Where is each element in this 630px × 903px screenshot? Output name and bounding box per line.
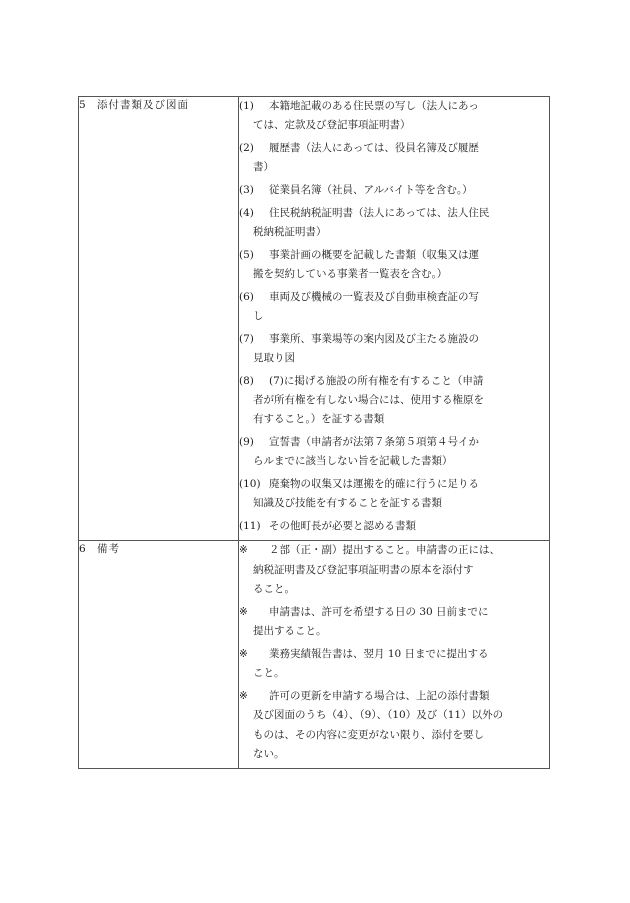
attachment-item-continued-line: ては、定款及び登記事項証明書） [253,119,411,131]
note-mark: ※ [239,544,248,556]
attachment-item-first-line [239,517,549,536]
attachment-item-first-line [239,433,549,452]
attachment-item-text: 履歴書（法人にあっては、役員名簿及び履歴 [269,142,479,154]
attachment-item-text: 廃棄物の収集又は運搬を的確に行うに足りる [269,478,479,490]
attachments-list [239,97,550,541]
row-number: 5 [79,99,87,111]
attachment-item-first-line [239,288,549,307]
row-label: 備考 [97,543,120,555]
attachment-item-first-line [239,475,549,494]
attachment-item-first-line [239,97,549,116]
note-first-line [239,687,549,707]
row-attachments [79,97,550,541]
note-text: 許可の更新を申請する場合は、上記の添付書類 [269,689,490,702]
note-continued-line: ない。 [253,748,285,760]
attachment-item-number: (9) [239,436,254,448]
attachment-item [239,204,549,242]
attachment-item-continued-line: 書） [253,161,274,173]
attachment-item-number: (3) [239,184,254,196]
attachment-item-continued-line: 有すること。）を証する書類 [253,413,385,425]
attachment-item-continued-line: 搬を契約している事業者一覧表を含む。） [253,268,448,280]
attachment-item-first-line [239,181,549,200]
attachment-item [239,246,549,284]
note-item [239,687,549,765]
note-first-line [239,603,549,623]
attachment-item-text: 宣誓書（申請者が法第７条第５項第４号イか [269,436,479,448]
attachment-item-continued-line: 者が所有権を有しない場合には、使用する権原を [253,394,484,406]
row-label: 添付書類及び図面 [97,99,189,111]
notes-list [239,541,550,769]
attachment-item [239,97,549,135]
attachment-item-text: 事業計画の概要を記載した書類（収集又は運 [269,249,479,261]
attachment-item-number: (8) [239,375,254,387]
row-number: 6 [79,543,87,555]
row-notes-header [79,541,239,769]
attachment-item-continued-line: 知識及び技能を有することを証する書類 [253,497,442,509]
note-text: 業務実績報告書は、翌月 10 日までに提出する [269,647,489,660]
attachment-item-number: (7) [239,333,254,345]
attachment-item [239,517,549,536]
row-notes [79,541,550,769]
attachment-item [239,288,549,326]
attachment-item-number: (5) [239,249,254,261]
note-item [239,541,549,600]
attachment-item-continued-line: し [253,310,264,322]
note-mark: ※ [239,689,248,702]
attachment-item-continued-line: 税納税証明書） [253,226,327,238]
attachment-item [239,433,549,471]
attachment-item-number: (6) [239,291,254,303]
attachment-item-text: 本籍地記載のある住民票の写し（法人にあっ [269,100,479,112]
row-attachments-header [79,97,239,541]
attachment-item [239,475,549,513]
note-continued-line: 納税証明書及び登記事項証明書の原本を添付す [253,563,474,576]
attachment-item [239,139,549,177]
attachment-item-continued-line: 見取り図 [253,352,295,364]
attachment-item-text: 事業所、事業場等の案内図及び主たる施設の [269,333,479,345]
attachment-item-number: (4) [239,207,254,219]
attachment-item-first-line [239,246,549,265]
note-continued-line: 提出すること。 [253,625,327,637]
note-item [239,645,549,684]
attachment-item-first-line [239,330,549,349]
attachment-item-first-line [239,204,549,223]
attachment-item-number: (2) [239,142,254,154]
attachment-item-number: (11) [239,520,261,532]
attachment-item [239,372,549,429]
note-text: 申請書は、許可を希望する日の 30 日前までに [269,605,489,618]
attachment-item [239,181,549,200]
attachment-item-text: 従業員名簿（社員、アルバイト等を含む。） [269,184,473,196]
note-mark: ※ [239,605,248,618]
attachment-item-first-line [239,139,549,158]
note-continued-line: ること。 [253,583,295,595]
note-continued-line: こと。 [253,667,285,679]
note-continued-line: 及び図面のうち（4）、（9）、（10）及び（11）以外の [253,709,504,721]
note-first-line [239,541,549,561]
note-mark: ※ [239,647,248,660]
attachment-item [239,330,549,368]
note-continued-line: ものは、その内容に変更がない限り、添付を要し [253,728,484,741]
attachment-item-number: (1) [239,100,254,112]
attachment-item-text: 車両及び機械の一覧表及び自動車検査証の写 [269,291,479,303]
attachment-item-text: その他町長が必要と認める書類 [269,520,416,532]
note-text: ２部（正・副）提出すること。申請書の正には、 [269,544,500,556]
note-first-line [239,645,549,665]
attachment-item-first-line [239,372,549,391]
attachment-item-continued-line: らルまでに該当しない旨を記載した書類） [253,455,453,467]
note-item [239,603,549,642]
attachments-table [78,96,550,769]
attachment-item-text: 住民税納税証明書（法人にあっては、法人住民 [269,207,490,219]
attachment-item-text: (7)に掲げる施設の所有権を有すること（申請 [269,375,484,387]
attachment-item-number: (10) [239,478,261,490]
